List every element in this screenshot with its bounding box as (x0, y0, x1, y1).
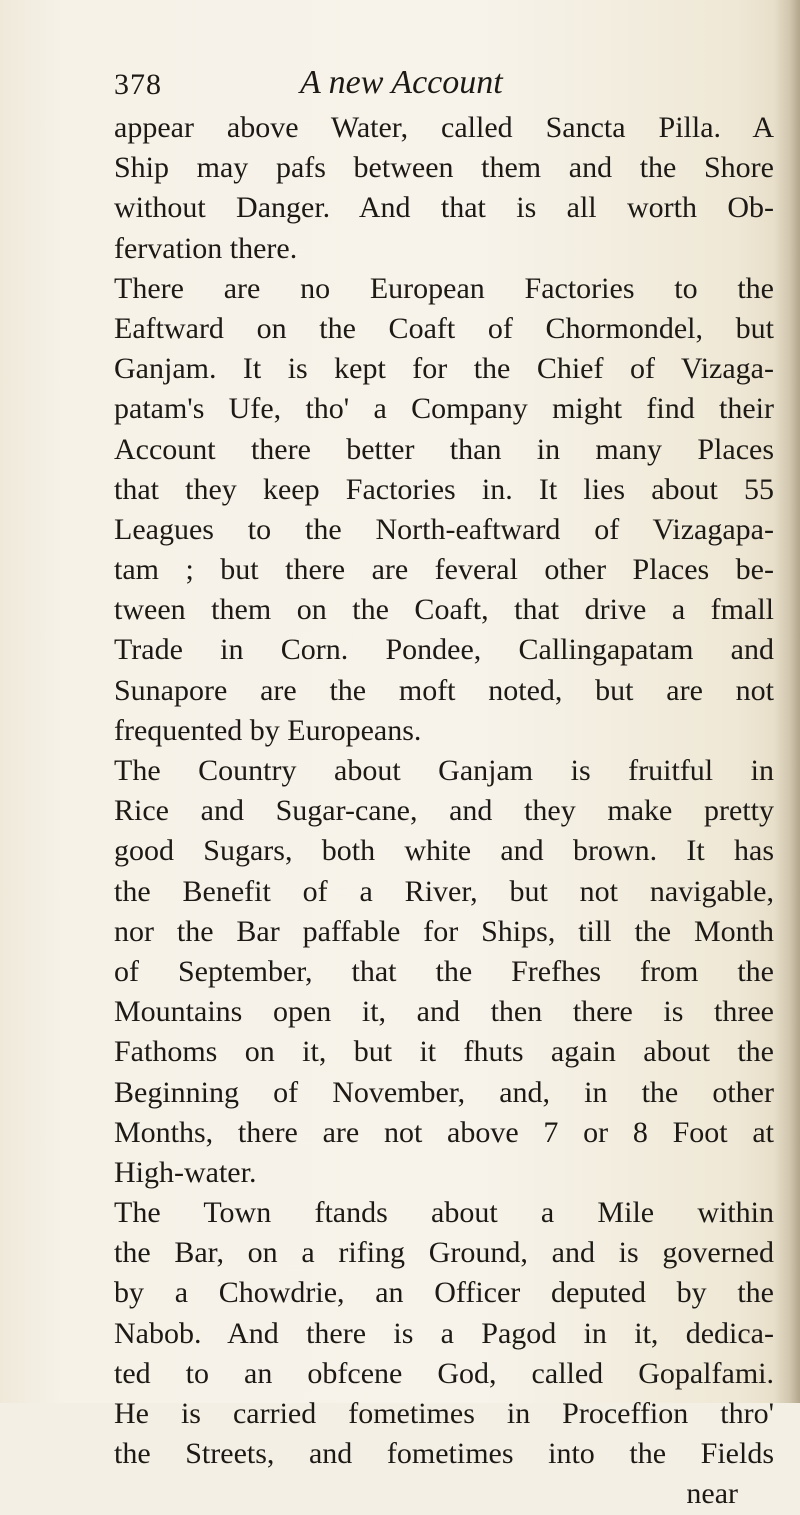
text-line: patam's Ufe, tho' a Company might find their (114, 392, 774, 426)
text-line: of September, that the Frefhes from the (114, 954, 774, 988)
text-line: good Sugars, both white and brown. It has (114, 834, 774, 868)
catchword: near (686, 1477, 738, 1511)
text-line: High-water. (114, 1155, 257, 1189)
text-line: Beginning of November, and, in the other (114, 1075, 774, 1109)
page-edge-shadow (774, 0, 800, 1403)
body-text (114, 108, 774, 1515)
page-number: 378 (114, 68, 162, 101)
text-line: the Benefit of a River, but not navigable, (114, 874, 774, 908)
text-line: There are no European Factories to the (114, 271, 774, 305)
page-header (100, 58, 700, 108)
text-line: appear above Water, called Sancta Pilla. A (114, 111, 774, 144)
text-line: ted to an obfcene God, called Gopalfami. (114, 1356, 774, 1390)
text-line: Fathoms on it, but it fhuts again about the (114, 1035, 774, 1069)
text-line: frequented by Europeans. (114, 713, 422, 747)
text-line: Nabob. And there is a Pagod in it, dedica- (114, 1316, 774, 1350)
text-line: without Danger. And that is all worth Ob- (114, 191, 774, 225)
text-line: Account there better than in many Places (114, 432, 774, 466)
text-line: Trade in Corn. Pondee, Callingapatam and (114, 633, 774, 667)
text-line: Months, there are not above 7 or 8 Foot at (114, 1115, 774, 1149)
running-head: A new Account (300, 64, 503, 101)
text-line: He is carried fometimes in Proceffion thro' (114, 1397, 774, 1430)
text-line: Sunapore are the moft noted, but are not (114, 673, 774, 707)
text-line: Mountains open it, and then there is three (114, 995, 774, 1029)
text-line: Leagues to the North-eaftward of Vizagapa- (114, 512, 774, 546)
text-line: The Country about Ganjam is fruitful in (114, 754, 774, 787)
text-line: Ship may pafs between them and the Shore (114, 151, 774, 185)
text-line: tam ; but there are feveral other Places be- (114, 553, 774, 587)
text-line: The Town ftands about a Mile within (114, 1196, 774, 1230)
text-line: Rice and Sugar-cane, and they make pretty (114, 794, 774, 828)
text-line: Ganjam. It is kept for the Chief of Vizaga- (114, 352, 774, 386)
text-line: the Streets, and fometimes into the Fields (114, 1437, 774, 1471)
text-line: tween them on the Coaft, that drive a fmall (114, 593, 774, 627)
text-line: Eaftward on the Coaft of Chormondel, but (114, 311, 774, 345)
text-line: nor the Bar paffable for Ships, till the Month (114, 914, 774, 948)
text-line: the Bar, on a rifing Ground, and is governed (114, 1236, 774, 1270)
text-line: by a Chowdrie, an Officer deputed by the (114, 1276, 774, 1310)
text-line: fervation there. (114, 231, 298, 265)
text-line: that they keep Factories in. It lies about 55 (114, 472, 774, 506)
